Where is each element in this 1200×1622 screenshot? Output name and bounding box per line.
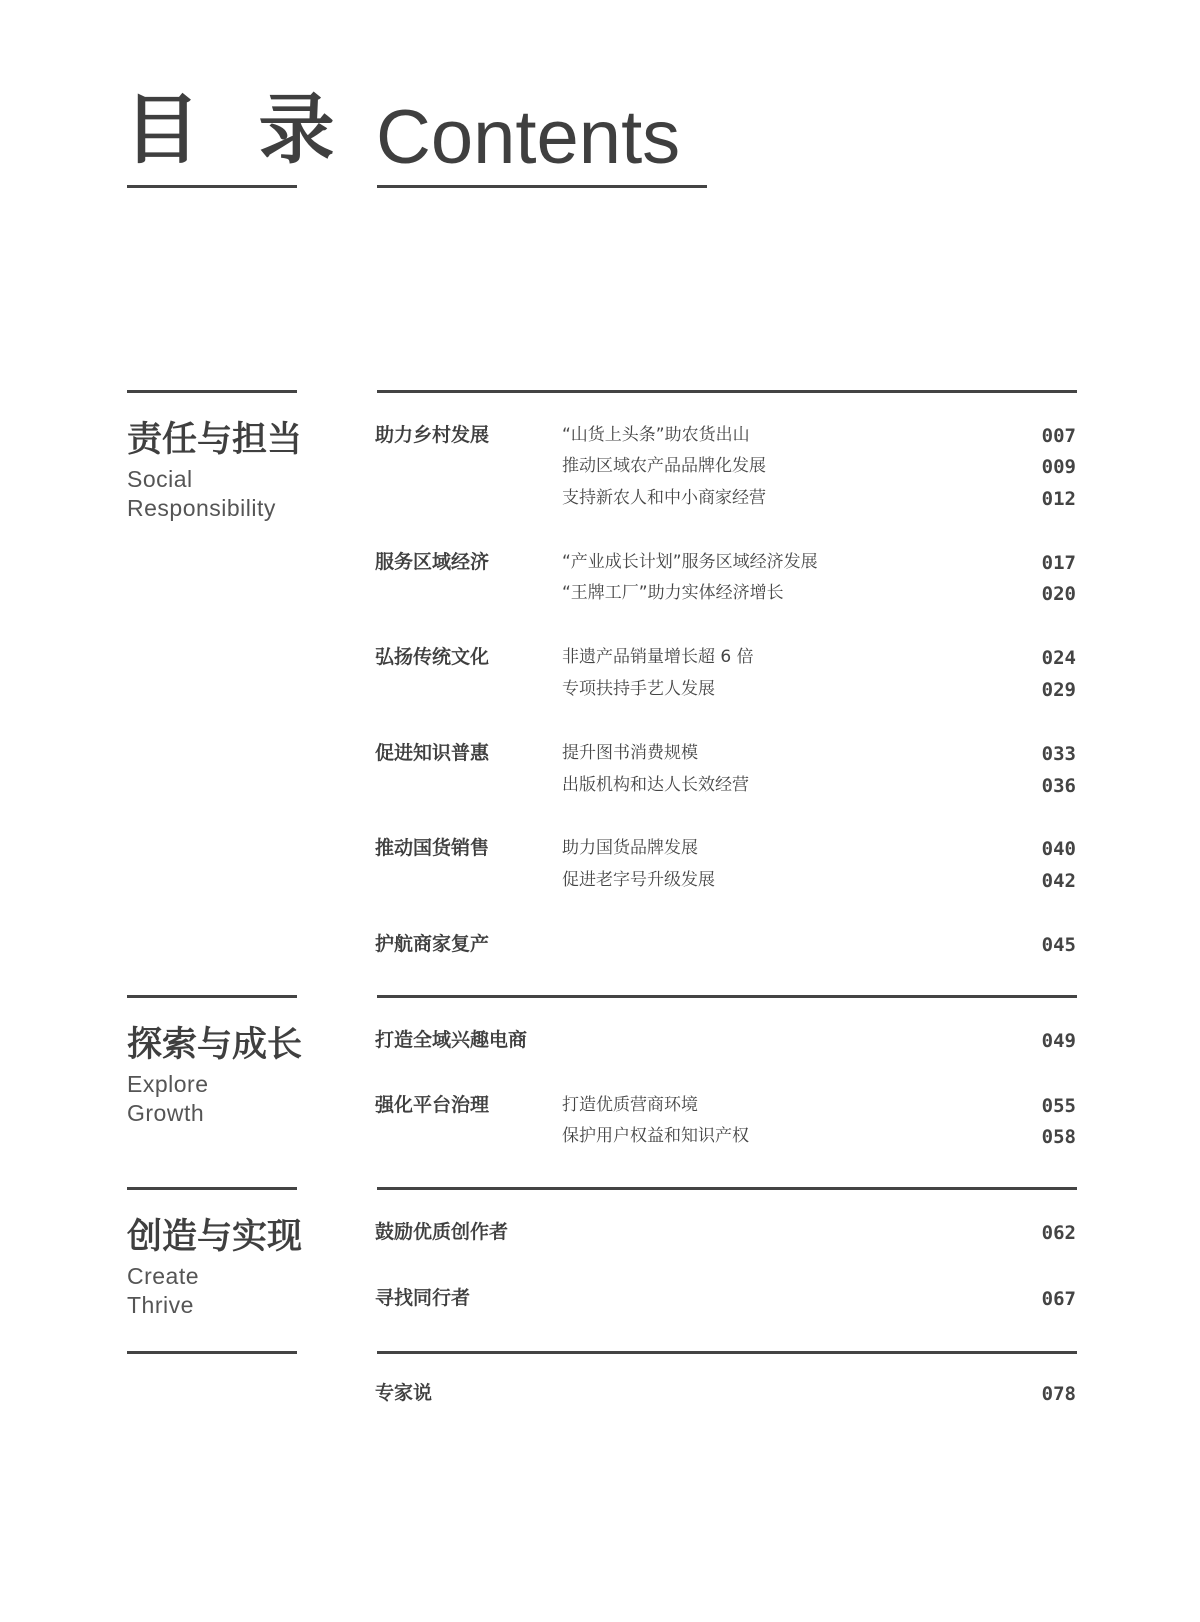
toc-category[interactable]: 服务区域经济 <box>375 551 490 573</box>
section-subtitle <box>127 1070 208 1128</box>
section-subtitle-line: Thrive <box>127 1292 194 1318</box>
section-subtitle-line: Create <box>127 1263 200 1289</box>
toc-page-number: 033 <box>1041 743 1076 765</box>
section-subtitle <box>127 1262 199 1320</box>
toc-page-number: 078 <box>1041 1383 1076 1405</box>
toc-item[interactable]: 打造优质营商环境 <box>562 1095 698 1115</box>
toc-item[interactable]: 专项扶持手艺人发展 <box>562 679 715 699</box>
section-subtitle-line: Explore <box>127 1071 209 1097</box>
toc-page-number: 029 <box>1041 679 1076 701</box>
toc-category[interactable]: 打造全域兴趣电商 <box>375 1029 528 1051</box>
section-title-social-responsibility: 责任与担当 <box>127 420 303 460</box>
section-divider-right <box>377 1351 1077 1354</box>
toc-item[interactable]: 出版机构和达人长效经营 <box>562 775 749 795</box>
section-subtitle-line: Social <box>127 466 193 492</box>
toc-category[interactable]: 寻找同行者 <box>375 1287 471 1309</box>
section-divider-right <box>377 390 1077 393</box>
toc-page-number: 020 <box>1041 583 1076 605</box>
title-english: Contents <box>376 95 681 180</box>
toc-page-number: 045 <box>1041 934 1076 956</box>
toc-item[interactable]: 推动区域农产品品牌化发展 <box>562 456 766 476</box>
section-divider-right <box>377 1187 1077 1190</box>
title-chinese-underline <box>127 185 297 188</box>
section-title-explore-growth: 探索与成长 <box>127 1025 303 1065</box>
toc-category[interactable]: 促进知识普惠 <box>375 742 490 764</box>
toc-category[interactable]: 专家说 <box>375 1382 433 1404</box>
toc-page-number: 042 <box>1041 870 1076 892</box>
toc-item[interactable]: 提升图书消费规模 <box>562 743 698 763</box>
toc-item[interactable]: 支持新农人和中小商家经营 <box>562 488 766 508</box>
toc-item[interactable]: “王牌工厂”助力实体经济增长 <box>562 583 784 603</box>
toc-item[interactable]: 保护用户权益和知识产权 <box>562 1126 749 1146</box>
toc-page-number: 067 <box>1041 1288 1076 1310</box>
toc-page-number: 017 <box>1041 552 1076 574</box>
section-title-create-thrive: 创造与实现 <box>127 1217 303 1257</box>
toc-item[interactable]: “产业成长计划”服务区域经济发展 <box>562 552 818 572</box>
toc-item[interactable]: 助力国货品牌发展 <box>562 838 698 858</box>
toc-category[interactable]: 推动国货销售 <box>375 837 490 859</box>
toc-category[interactable]: 强化平台治理 <box>375 1094 490 1116</box>
toc-item[interactable]: 非遗产品销量增长超 6 倍 <box>562 647 754 667</box>
toc-page-number: 024 <box>1041 647 1076 669</box>
toc-item[interactable]: 促进老字号升级发展 <box>562 870 715 890</box>
section-divider-left <box>127 1351 297 1354</box>
section-divider-left <box>127 390 297 393</box>
toc-category[interactable]: 鼓励优质创作者 <box>375 1221 509 1243</box>
toc-page-number: 062 <box>1041 1222 1076 1244</box>
section-subtitle-line: Responsibility <box>127 495 276 521</box>
section-divider-left <box>127 995 297 998</box>
title-english-underline <box>377 185 707 188</box>
section-subtitle-line: Growth <box>127 1100 205 1126</box>
toc-item[interactable]: “山货上头条”助农货出山 <box>562 425 750 445</box>
toc-page-number: 049 <box>1041 1030 1076 1052</box>
toc-page-number: 058 <box>1041 1126 1076 1148</box>
toc-page-number: 040 <box>1041 838 1076 860</box>
section-divider-left <box>127 1187 297 1190</box>
title-chinese: 目 录 <box>124 85 351 174</box>
section-divider-right <box>377 995 1077 998</box>
toc-page-number: 012 <box>1041 488 1076 510</box>
toc-category[interactable]: 助力乡村发展 <box>375 424 490 446</box>
section-subtitle <box>127 465 276 523</box>
toc-category[interactable]: 护航商家复产 <box>375 933 490 955</box>
toc-page-number: 009 <box>1041 456 1076 478</box>
toc-page-number: 036 <box>1041 775 1076 797</box>
toc-category[interactable]: 弘扬传统文化 <box>375 646 490 668</box>
toc-page-number: 007 <box>1041 425 1076 447</box>
toc-page-number: 055 <box>1041 1095 1076 1117</box>
